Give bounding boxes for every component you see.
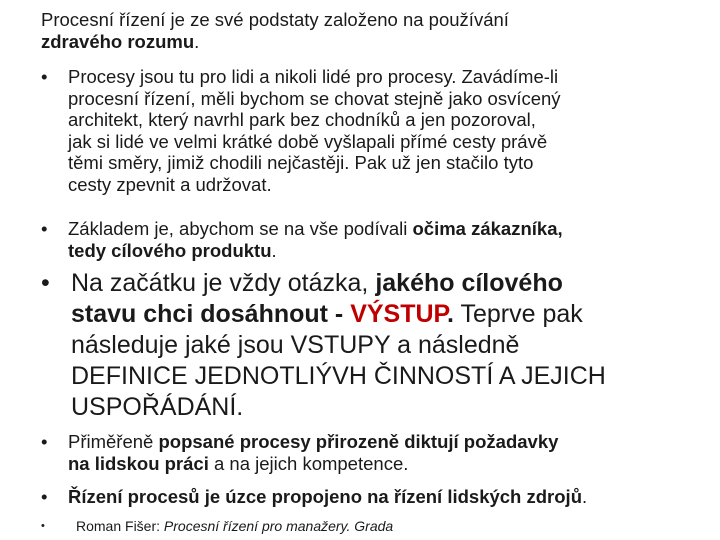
bullet-2-bold-2: tedy cílového produktu [68, 239, 272, 261]
bullet-3-after: Teprve pak [453, 300, 583, 328]
bullet-3-line-4: DEFINICE JEDNOTLIÝVH ČINNOSTÍ A JEJICH [71, 362, 606, 390]
intro-paragraph [41, 9, 701, 52]
bullet-4-text [68, 431, 711, 474]
bullet-1-line: architekt, který navrhl park bez chodníků a jen pozoroval, [68, 109, 536, 130]
bullet-3-bold-2: stavu chci dosáhnout - [71, 300, 351, 328]
intro-period: . [194, 30, 200, 52]
bullet-icon: • [41, 520, 45, 532]
bullet-4-bold-2: na lidskou práci [68, 452, 209, 474]
bullet-2-end: . [271, 239, 277, 261]
bullet-item-3 [41, 268, 711, 423]
bullet-icon: • [41, 486, 48, 507]
bullet-icon: • [41, 218, 48, 239]
bullet-icon: • [41, 66, 48, 87]
bullet-2-start: Základem je, abychom se na vše podívali [68, 218, 413, 239]
citation [41, 518, 711, 535]
bullet-4-bold-1: popsané procesy přirozeně diktují požadavky [158, 431, 559, 452]
bullet-1-line: cesty zpevnit a udržovat. [68, 173, 272, 195]
citation-author: Roman Fišer: [76, 518, 164, 534]
bullet-1-line: Procesy jsou tu pro lidi a nikoli lidé pro procesy. Zavádíme-li [68, 66, 559, 87]
bullet-1-line: těmi směry, jimiž chodili nejčastěji. Pak už jen stačilo tyto [68, 152, 534, 173]
bullet-icon: • [41, 269, 50, 297]
bullet-2-bold-1: očima zákazníka, [412, 218, 563, 239]
bullet-3-bold-1: jakého cílového [375, 269, 563, 297]
bullet-1-line: jak si lidé ve velmi krátké době vyšlapali přímé cesty právě [68, 130, 548, 152]
bullet-5-text [68, 486, 711, 508]
bullet-item-5 [41, 486, 711, 508]
citation-title: Procesní řízení pro manažery. Grada [163, 518, 394, 534]
bullet-3-line-3: následuje jaké jsou VSTUPY a následně [71, 331, 520, 359]
bullet-4-end: a na jejich kompetence. [208, 452, 409, 474]
intro-line-1: Procesní řízení je ze své podstaty založeno na používání [41, 9, 509, 30]
bullet-2-text [68, 218, 711, 261]
bullet-3-line-5: USPOŘÁDÁNÍ. [71, 393, 244, 421]
bullet-1-line: procesní řízení, měli bychom se chovat stejně jako osvícený [68, 87, 561, 109]
citation-text [76, 518, 711, 535]
bullet-3-output-highlight: VÝSTUP [350, 300, 448, 328]
bullet-3-start: Na začátku je vždy otázka, [71, 269, 376, 297]
bullet-3-text [71, 268, 711, 423]
bullet-icon: • [41, 431, 48, 452]
bullet-item-1 [41, 66, 711, 195]
bullet-item-4 [41, 431, 711, 474]
bullet-4-start: Přiměřeně [68, 431, 159, 452]
bullet-5-bold: Řízení procesů je úzce propojeno na řízení lidských zdrojů [68, 486, 582, 507]
intro-bold-text: zdravého rozumu [41, 30, 195, 52]
bullet-3-dot: . [447, 300, 454, 328]
bullet-item-2 [41, 218, 711, 261]
bullet-1-text [68, 66, 711, 195]
bullet-5-end: . [582, 486, 588, 507]
